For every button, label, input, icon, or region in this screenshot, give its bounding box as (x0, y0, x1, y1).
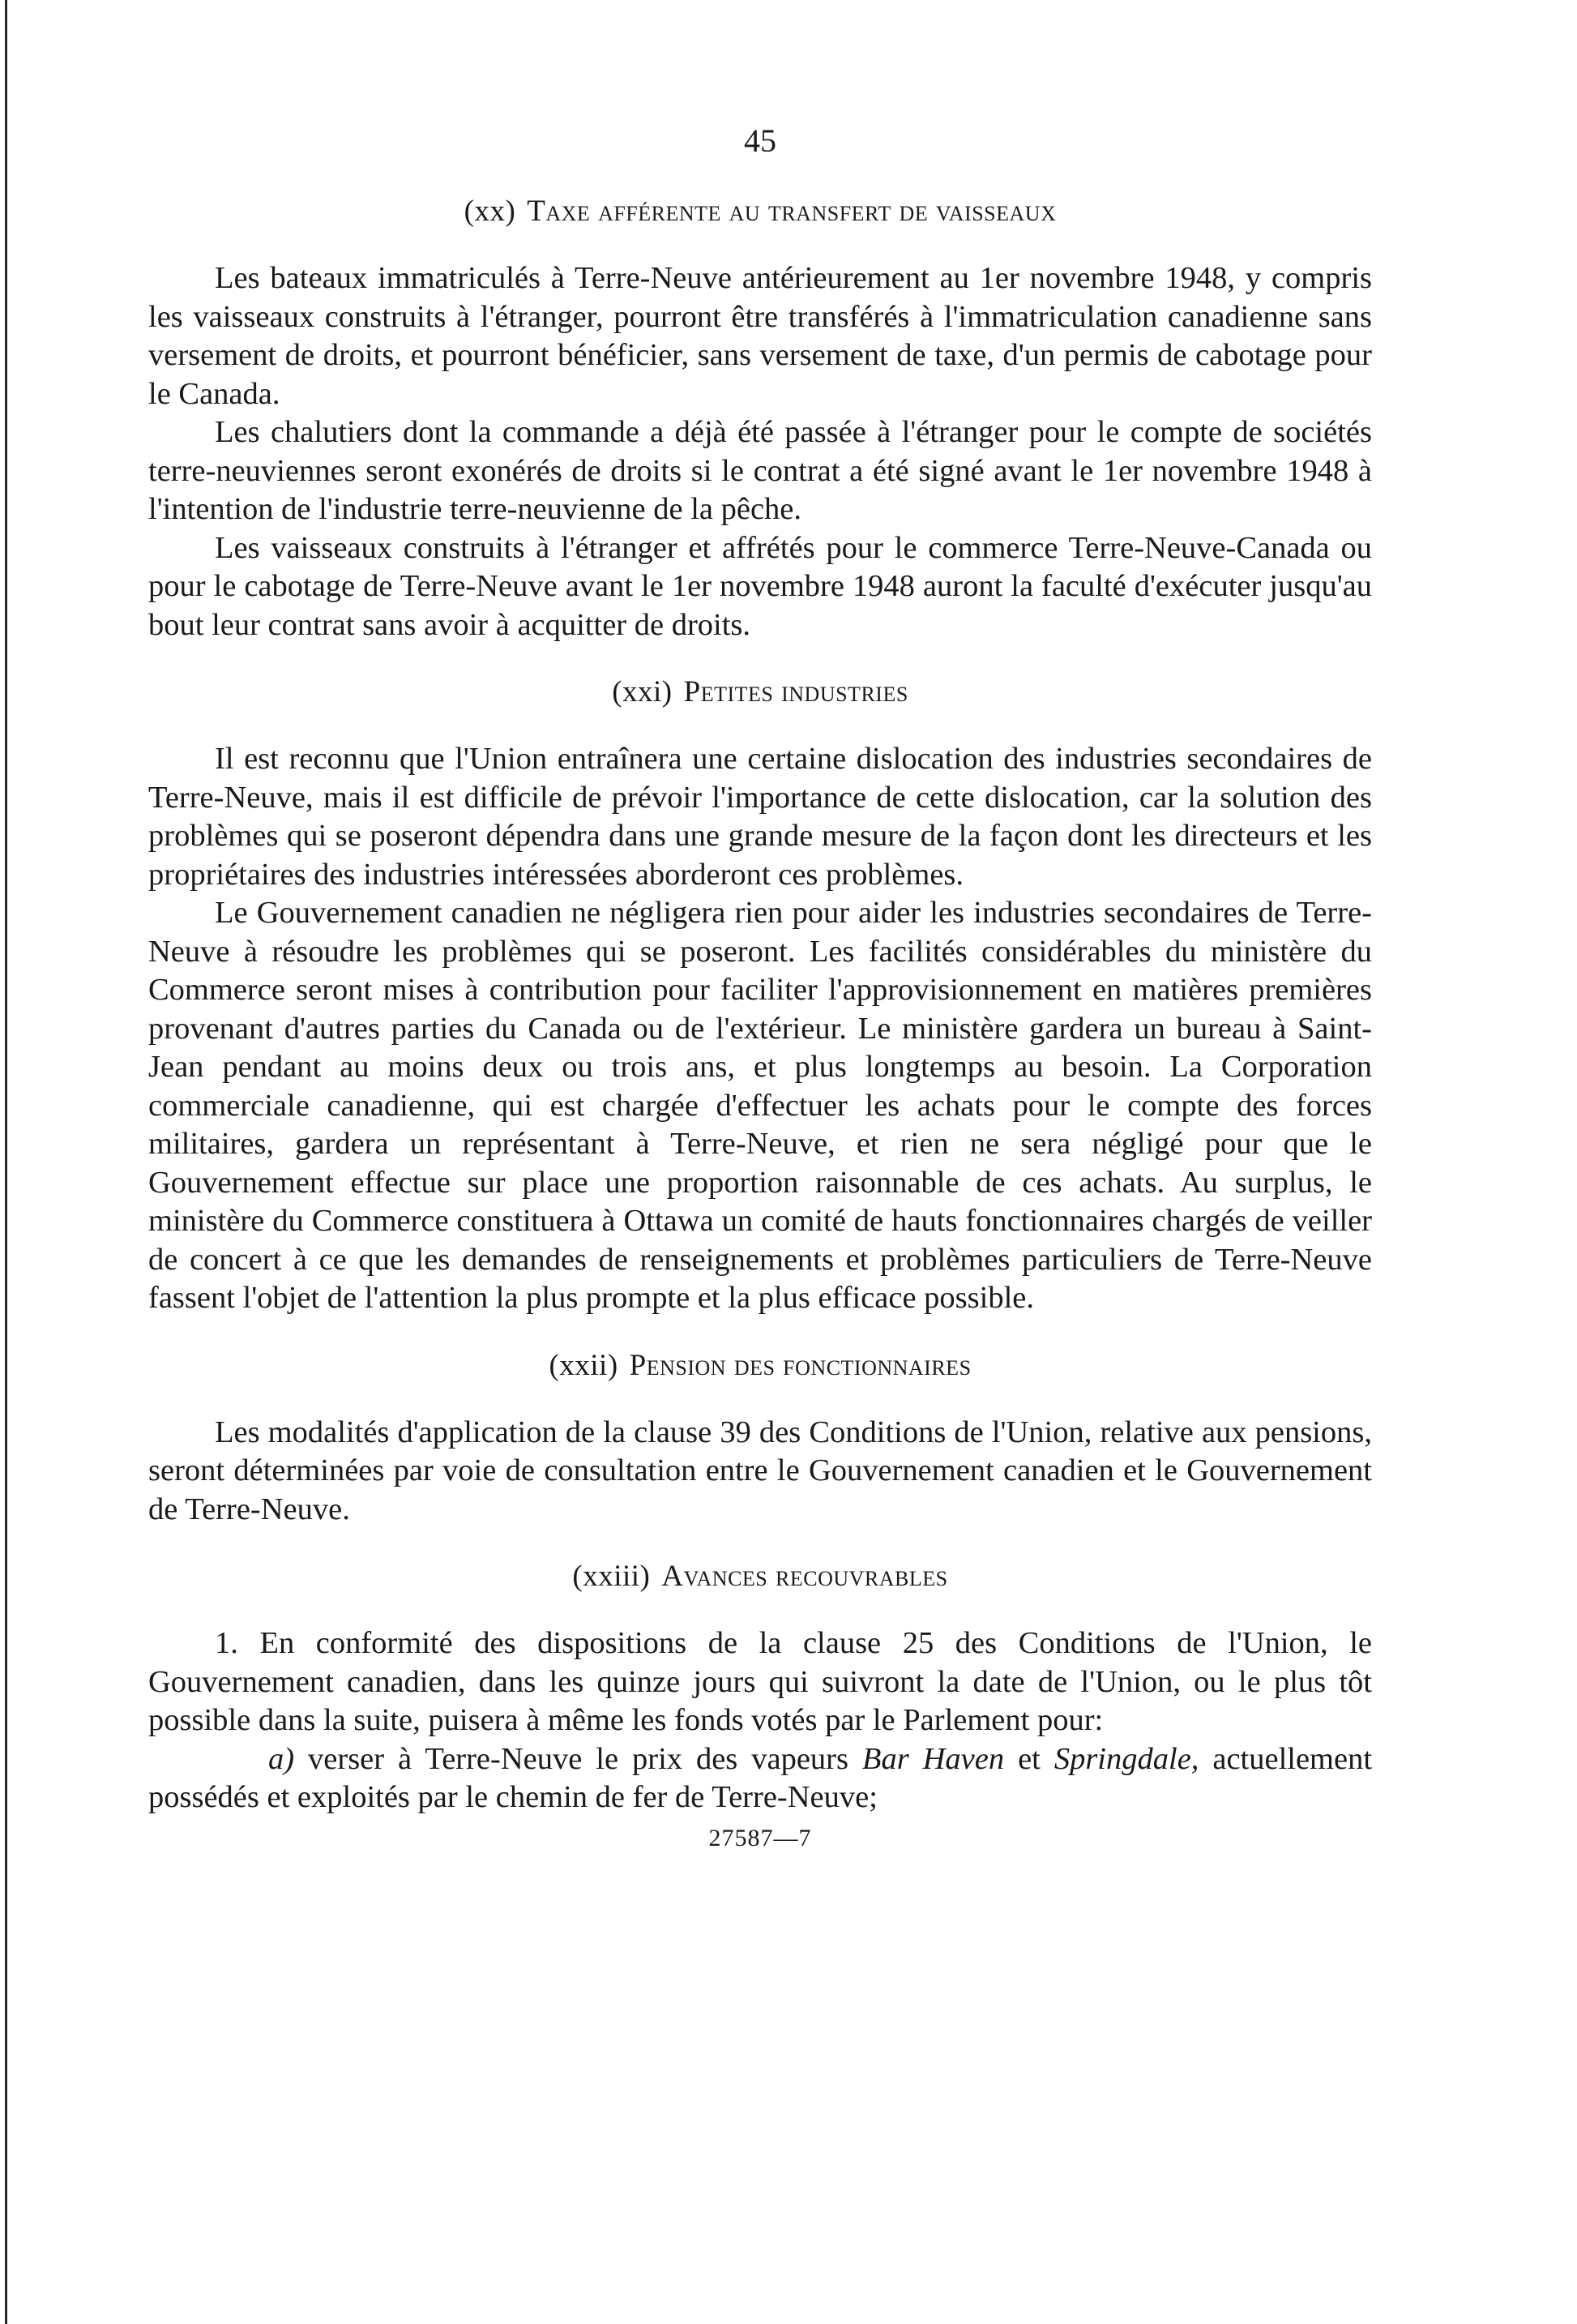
section-title: Pension des fonctionnaires (629, 1348, 972, 1382)
paragraph: 1. En conformité des dispositions de la clause 25 des Conditions de l'Union, le Gouvernement canadien, dans les quinze jours qui suivront la date de l'Union, ou le plus tôt possible dans la suite, puisera à même les fonds votés par le Parlement pour: (148, 1626, 1372, 1737)
section-number: (xx) (464, 195, 516, 228)
page-number: 45 (744, 122, 776, 159)
item-text: verser à Terre-Neuve le prix des vapeurs (308, 1741, 848, 1776)
footer-code: 27587—7 (708, 1824, 812, 1851)
section-heading (148, 193, 1372, 230)
section-xxi (148, 674, 1372, 1318)
paragraph: Il est reconnu que l'Union entraînera une certaine dislocation des industries secondaires de Terre-Neuve, mais il est difficile de prévoir l'importance de cette dislocation, car la solution des problèmes qui se poseront dépendra dans une grande mesure de la façon dont les directeurs et les propriétaires des industries intéressées aborderont ces problèmes. (148, 742, 1372, 892)
section-title: Taxe afférente au transfert de vaisseaux (527, 195, 1057, 228)
document-page (148, 122, 1372, 1853)
list-item-a (148, 1740, 1372, 1817)
paragraph: Les bateaux immatriculés à Terre-Neuve antérieurement au 1er novembre 1948, y compris les vaisseaux construits à l'étranger, pourront être transférés à l'immatriculation canadienne sans versement de droits, et pourront bénéficier, sans versement de taxe, d'un permis de cabotage pour le Canada. (148, 261, 1372, 411)
section-number: (xxiii) (572, 1560, 651, 1593)
paragraph: Les chalutiers dont la commande a déjà été passée à l'étranger pour le compte de sociétés terre-neuviennes seront exonérés de droits si le contrat a été signé avant le 1er novembre 1948 à l'intention de l'industrie terre-neuvienne de la pêche. (148, 415, 1372, 526)
section-title: Petites industries (683, 675, 908, 708)
item-conjunction: et (1018, 1741, 1041, 1776)
section-xxiii (148, 1558, 1372, 1817)
section-number: (xxi) (612, 675, 673, 708)
section-xxii (148, 1347, 1372, 1530)
section-xx (148, 193, 1372, 644)
section-heading (148, 1347, 1372, 1385)
paragraph: Le Gouvernement canadien ne négligera rien pour aider les industries secondaires de Terre-Neuve à résoudre les problèmes qui se poseront. Les facilités considérables du ministère du Commerce seront mises à contribution pour faciliter l'approvisionnement en matières premières provenant d'autres parties du Canada ou de l'extérieur. Le ministère gardera un bureau à Saint-Jean pendant au moins deux ou trois ans, et plus longtemps au besoin. La Corporation commerciale canadienne, qui est chargée d'effectuer les achats pour le compte des forces militaires, gardera un représentant à Terre-Neuve, et rien ne sera négligé pour que le Gouvernement effectue sur place une proportion raisonnable de ces achats. Au surplus, le ministère du Commerce constituera à Ottawa un comité de hauts fonctionnaires chargés de veiller de concert à ce que les demandes de renseignements et problèmes particuliers de Terre-Neuve fassent l'objet de l'attention la plus prompte et la plus efficace possible. (148, 896, 1372, 1315)
scan-edge (5, 0, 7, 2324)
section-heading (148, 1558, 1372, 1595)
section-number: (xxii) (549, 1348, 618, 1382)
paragraph: Les modalités d'application de la clause 39 des Conditions de l'Union, relative aux pensions, seront déterminées par voie de consultation entre le Gouvernement canadien et le Gouvernement de Terre-Neuve. (148, 1415, 1372, 1526)
section-heading (148, 674, 1372, 711)
ship-name: Bar Haven (861, 1741, 1005, 1776)
ship-name: Springdale, (1053, 1741, 1199, 1776)
item-text: actuellement possédés et exploités par le chemin de fer de Terre-Neuve; (148, 1741, 1373, 1814)
paragraph: Les vaisseaux construits à l'étranger et affrétés pour le commerce Terre-Neuve-Canada ou pour le cabotage de Terre-Neuve avant le 1er novembre 1948 auront la faculté d'exécuter jusqu'au bout leur contrat sans avoir à acquitter de droits. (148, 530, 1372, 642)
item-label: a) (268, 1741, 295, 1776)
section-title: Avances recouvrables (661, 1560, 948, 1593)
